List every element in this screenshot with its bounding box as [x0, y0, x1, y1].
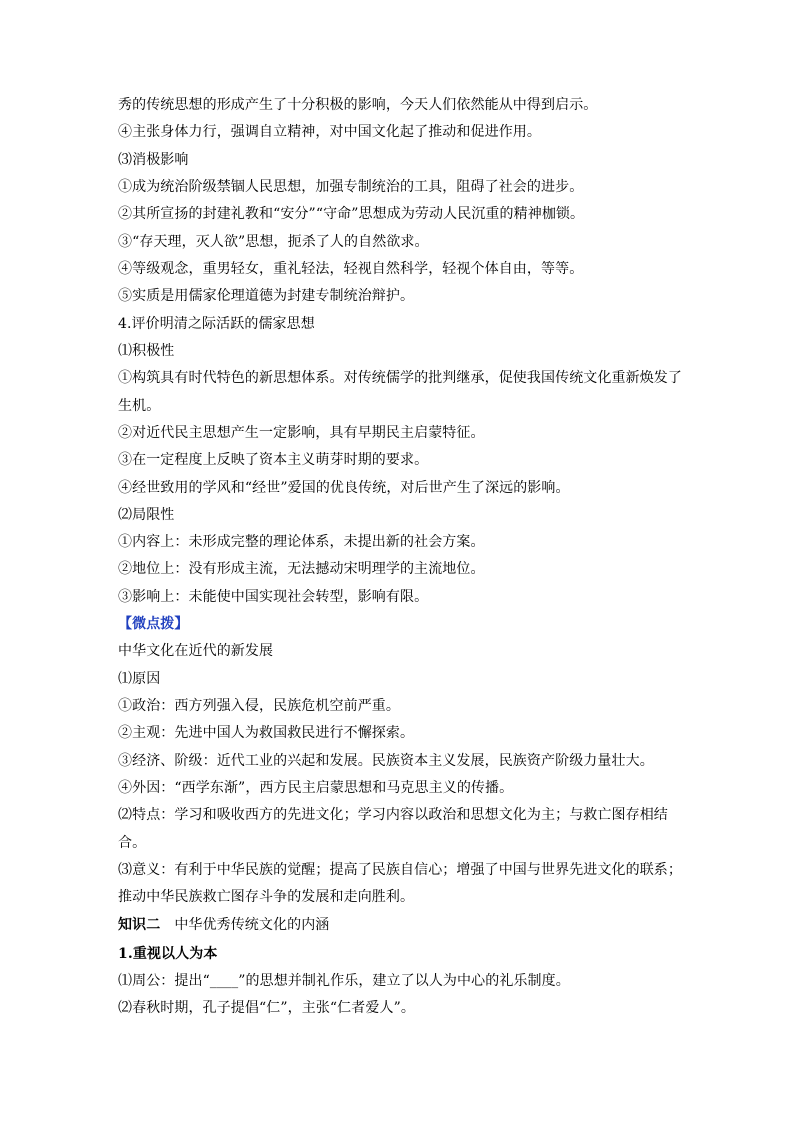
- text-line: ①内容上：未形成完整的理论体系，未提出新的社会方案。: [118, 534, 485, 550]
- section-heading-label: 知识二: [118, 917, 161, 933]
- text-line: 生机。: [118, 398, 161, 414]
- text-line: ④外因：“西学东渐”，西方民主启蒙思想和马克思主义的传播。: [118, 780, 514, 796]
- text-line: ④主张身体力行，强调自立精神，对中国文化起了推动和促进作用。: [118, 124, 541, 140]
- section-heading: [118, 915, 688, 935]
- text-line: ②其所宣扬的封建礼教和“安分”“守命”思想成为劳动人民沉重的精神枷锁。: [118, 206, 585, 222]
- tip-label: 【微点拨】: [118, 616, 189, 632]
- text-line: 推动中华民族救亡图存斗争的发展和走向胜利。: [118, 889, 415, 905]
- section-title-4: 4.评价明清之际活跃的儒家思想: [118, 316, 315, 332]
- text-line: ②对近代民主思想产生一定影响，具有早期民主启蒙特征。: [118, 425, 485, 441]
- section-heading-title: 中华优秀传统文化的内涵: [174, 917, 330, 933]
- text-line: ③经济、阶级：近代工业的兴起和发展。民族资本主义发展，民族资产阶级力量壮大。: [118, 753, 654, 769]
- text-line: ④经世致用的学风和“经世”爱国的优良传统，对后世产生了深远的影响。: [118, 480, 570, 496]
- text-line: ①构筑具有时代特色的新思想体系。对传统儒学的批判继承，促使我国传统文化重新焕发了: [118, 370, 682, 386]
- text-line: ②主观：先进中国人为救国救民进行不懈探索。: [118, 725, 415, 741]
- text-line: ③在一定程度上反映了资本主义萌芽时期的要求。: [118, 452, 429, 468]
- text-line: ⑵特点：学习和吸收西方的先进文化；学习内容以政治和思想文化为主；与救亡图存相结: [118, 807, 668, 823]
- text-line: 中华文化在近代的新发展: [118, 643, 274, 659]
- text-line: 合。: [118, 835, 147, 851]
- text-line: ③“存天理，灭人欲”思想，扼杀了人的自然欲求。: [118, 234, 429, 250]
- text-line: ②地位上：没有形成主流，无法撼动宋明理学的主流地位。: [118, 561, 485, 577]
- subheading: 1.重视以人为本: [118, 946, 218, 962]
- text-line: ⑶意义：有利于中华民族的觉醒；提高了民族自信心；增强了中国与世界先进文化的联系；: [118, 862, 682, 878]
- text-line: ⑴周公：提出“____”的思想并制礼作乐，建立了以人为中心的礼乐制度。: [118, 973, 570, 989]
- text-line: ⑴积极性: [118, 343, 175, 359]
- text-line: 秀的传统思想的形成产生了十分积极的影响，今天人们依然能从中得到启示。: [118, 97, 598, 113]
- text-line: ⑶消极影响: [118, 152, 189, 168]
- text-line: ⑤实质是用儒家伦理道德为封建专制统治辩护。: [118, 288, 415, 304]
- text-line: ④等级观念，重男轻女，重礼轻法，轻视自然科学，轻视个体自由，等等。: [118, 261, 584, 277]
- text-line: ①政治：西方列强入侵，民族危机空前严重。: [118, 698, 400, 714]
- text-line: ⑴原因: [118, 671, 161, 687]
- text-line: ⑵春秋时期，孔子提倡“仁”，主张“仁者爱人”。: [118, 1000, 415, 1016]
- text-line: ①成为统治阶级禁锢人民思想，加强专制统治的工具，阻碍了社会的进步。: [118, 179, 584, 195]
- text-line: ③影响上：未能使中国实现社会转型，影响有限。: [118, 589, 429, 605]
- text-line: ⑵局限性: [118, 507, 175, 523]
